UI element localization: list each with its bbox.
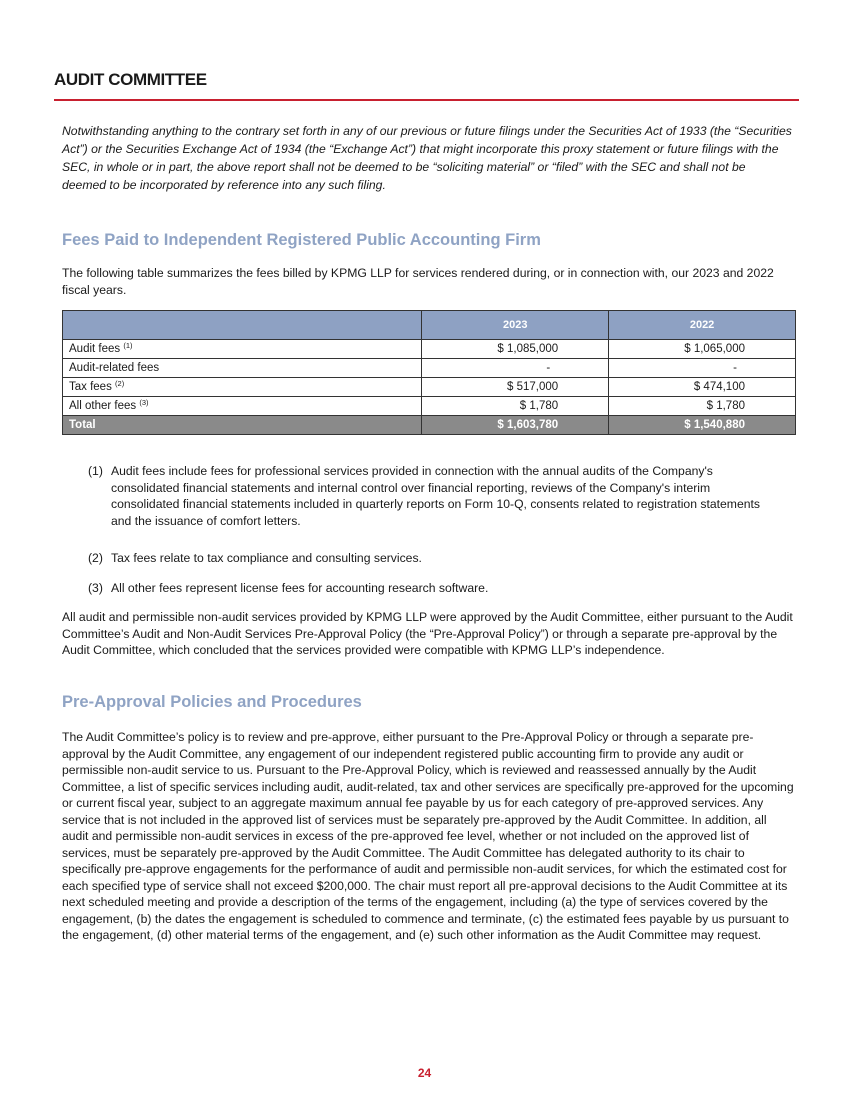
- footnote-ref: (2): [115, 379, 125, 388]
- table-header-2023: 2023: [422, 311, 609, 340]
- row-value-2023: $ 1,085,000: [422, 340, 609, 359]
- disclaimer-paragraph: Notwithstanding anything to the contrary set forth in any of our previous or future filings under the Securities Act of 1933 (the “Securities Act”) or the Securities Exchange Act of 1934 (the “Exchange Act”) that might incorporate this proxy statement or future filings with the SEC, in whole or in part, the above report shall not be deemed to be “soliciting material” or “filed” with the SEC and shall not be deemed to be incorporated by reference into any such filing.: [62, 124, 792, 192]
- footnote-text: All other fees represent license fees for accounting research software.: [111, 581, 489, 595]
- row-value-2022: $ 1,780: [609, 397, 796, 416]
- footnote-number: (1): [88, 464, 103, 478]
- table-row: [63, 340, 796, 359]
- table-total-row: [63, 416, 796, 435]
- table-row: [63, 397, 796, 416]
- footnote-number: (2): [88, 551, 103, 565]
- section-title: AUDIT COMMITTEE: [54, 70, 207, 89]
- row-value-2023: $ 517,000: [422, 378, 609, 397]
- footnote: [88, 463, 778, 529]
- footnote-text: Tax fees relate to tax compliance and consulting services.: [111, 551, 422, 565]
- row-value-2022: $ 1,065,000: [609, 340, 796, 359]
- footnote-number: (3): [88, 581, 103, 595]
- table-row: [63, 359, 796, 378]
- row-value-2023: $ 1,780: [422, 397, 609, 416]
- total-label: Total: [63, 416, 422, 435]
- footnote-ref: (1): [123, 341, 133, 350]
- row-value-2022: $ 474,100: [609, 378, 796, 397]
- fees-heading: Fees Paid to Independent Registered Public Accounting Firm: [62, 231, 541, 249]
- table-row: [63, 378, 796, 397]
- footnote: [88, 550, 778, 567]
- approval-paragraph: All audit and permissible non-audit services provided by KPMG LLP were approved by the Audit Committee, either pursuant to the Audit Committee’s Audit and Non-Audit Services Pre-Approval Policy (the “Pre-Approval Policy”) or through a separate pre-approval by the Audit Committee, which concluded that the services provided were compatible with KPMG LLP’s independence.: [62, 610, 793, 657]
- total-value-2022: $ 1,540,880: [609, 416, 796, 435]
- page-number: 24: [417, 1066, 432, 1080]
- title-rule: [54, 99, 799, 101]
- row-label: Audit fees $^{(1)}$: [63, 340, 422, 359]
- fees-table: [62, 310, 796, 435]
- footnote: [88, 580, 778, 597]
- row-value-2023: -: [422, 359, 609, 378]
- row-label: Audit-related fees: [63, 359, 422, 378]
- footnote-text: Audit fees include fees for professional services provided in connection with the annual audits of the Company's consolidated financial statements and internal control over financial reporting, reviews of the Company's interim consolidated financial statements included in quarterly reports on Form 10-Q, consents related to registration statements and the issuance of comfort letters.: [111, 464, 760, 528]
- table-header-row: [63, 311, 796, 340]
- row-label: All other fees $^{(3)}$: [63, 397, 422, 416]
- fees-intro-paragraph: The following table summarizes the fees billed by KPMG LLP for services rendered during, or in connection with, our 2023 and 2022 fiscal years.: [62, 266, 774, 297]
- row-value-2022: -: [609, 359, 796, 378]
- table-header-label: [63, 311, 422, 340]
- table-header-2022: 2022: [609, 311, 796, 340]
- row-label: Tax fees $^{(2)}$: [63, 378, 422, 397]
- total-value-2023: $ 1,603,780: [422, 416, 609, 435]
- footnote-ref: (3): [139, 398, 149, 407]
- preapproval-heading: Pre-Approval Policies and Procedures: [62, 693, 362, 711]
- preapproval-paragraph: The Audit Committee’s policy is to review and pre-approve, either pursuant to the Pre-Approval Policy or through a separate pre-approval by the Audit Committee, any engagement of our independent registered public accounting firm to provide any audit or permissible non-audit service to us. Pursuant to the Pre-Approval Policy, which is reviewed and reassessed annually by the Audit Committee, a list of specific services including audit, audit-related, tax and other services are specifically pre-approved for the upcoming or current fiscal year, subject to an aggregate maximum annual fee payable by us for each category of pre-approved services. Any service that is not included in the approved list of services must be separately pre-approved by the Audit Committee. In addition, all audit and permissible non-audit services in excess of the pre-approved fee level, whether or not included on the approved list of services, must be separately pre-approved by the Audit Committee. The Audit Committee has delegated authority to its chair to specifically pre-approve engagements for the performance of audit and permissible non-audit services, for which the estimated cost for each specified type of service shall not exceed $200,000. The chair must report all pre-approval decisions to the Audit Committee at its next scheduled meeting and provide a description of the terms of the engagement, including (a) the type of services covered by the engagement, (b) the dates the engagement is scheduled to commence and terminate, (c) the estimated fees payable by us pursuant to the engagement, (d) other material terms of the engagement, and (e) such other information as the Audit Committee may request.: [62, 730, 794, 942]
